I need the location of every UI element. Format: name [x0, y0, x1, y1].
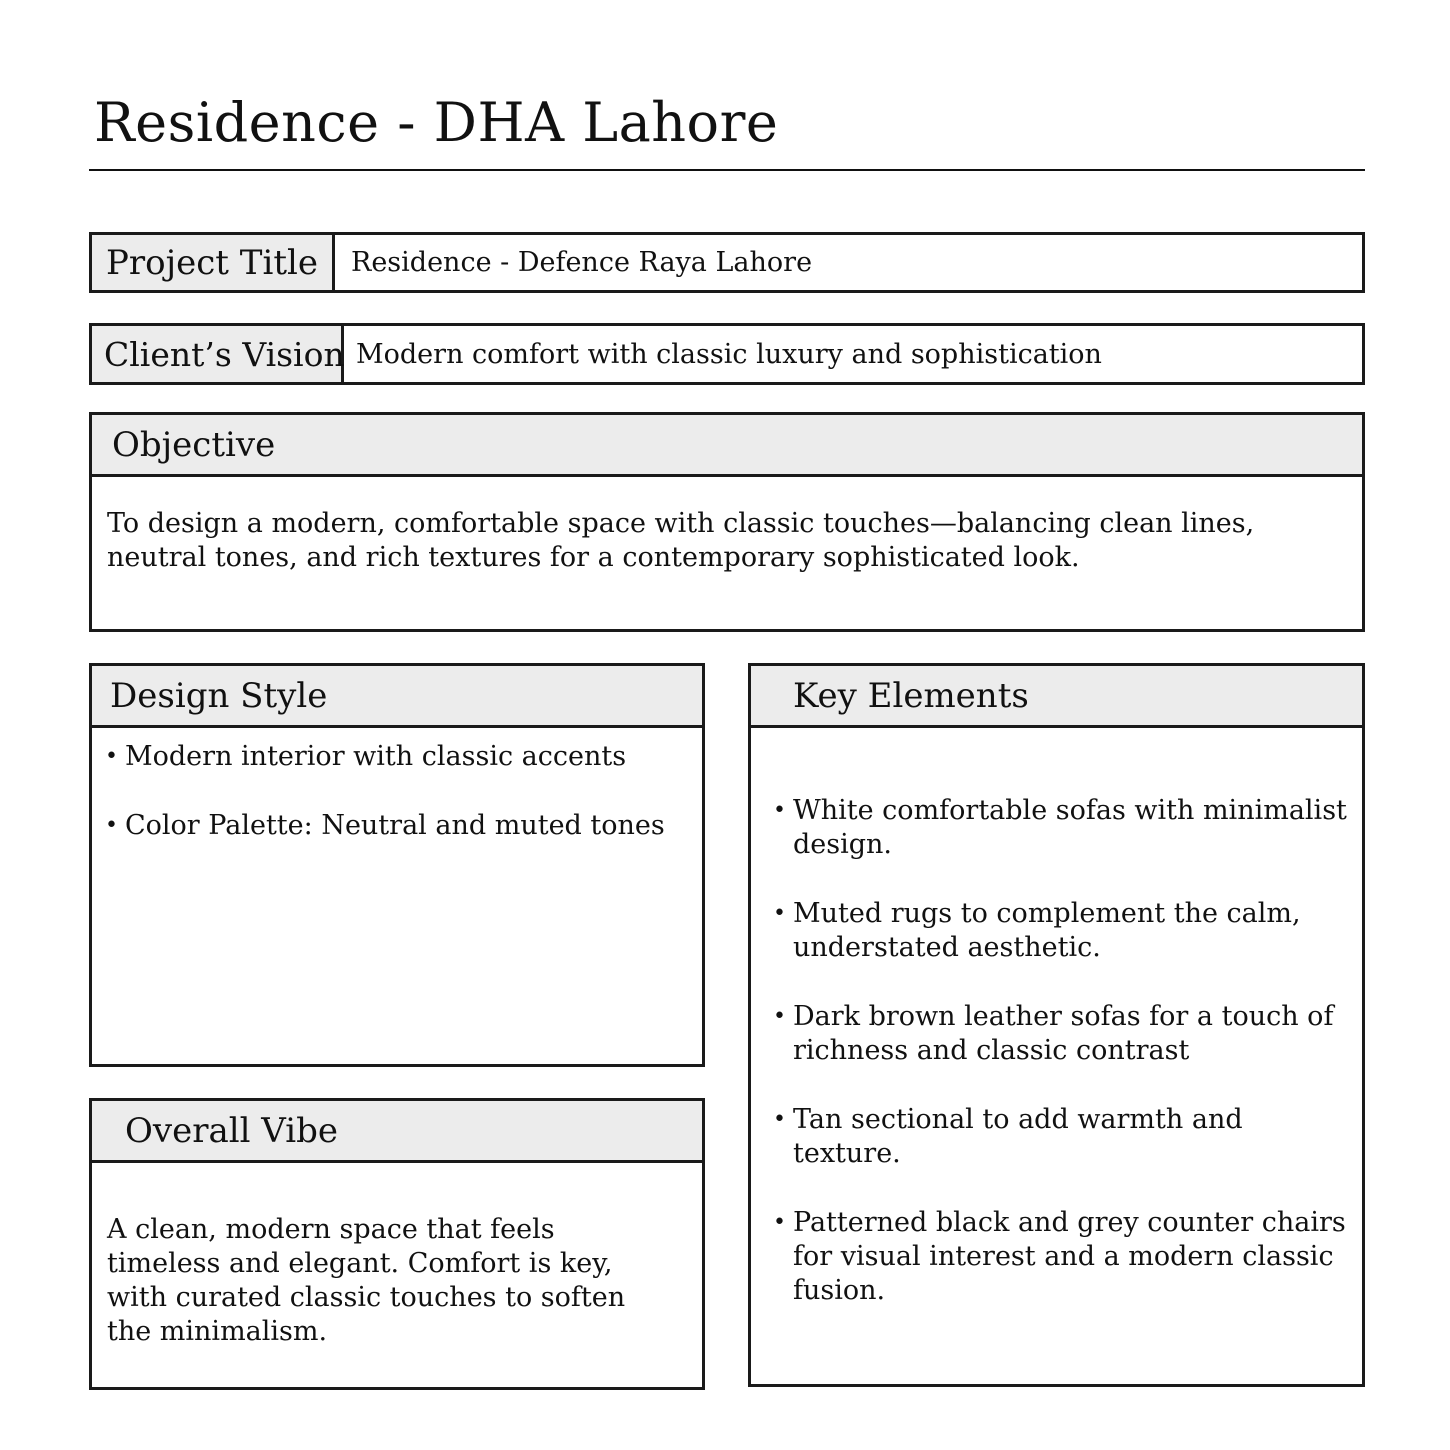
client-vision-label: Client’s Vision — [92, 326, 344, 382]
bullet-icon: • — [773, 1107, 786, 1132]
key-element-item: White comfortable sofas with minimalist design. — [793, 795, 1347, 860]
list-item — [773, 794, 1348, 862]
bullet-icon: • — [773, 798, 786, 823]
list-item — [773, 1206, 1348, 1308]
key-elements-body — [751, 728, 1362, 1308]
overall-vibe-panel — [89, 1098, 705, 1390]
bullet-icon: • — [105, 744, 118, 769]
key-elements-panel — [748, 663, 1365, 1387]
key-elements-list — [773, 794, 1348, 1308]
design-style-panel — [89, 663, 705, 1067]
list-item — [105, 740, 692, 774]
page-title: Residence - DHA Lahore — [94, 91, 779, 154]
list-item — [773, 897, 1348, 965]
title-divider — [89, 169, 1365, 171]
bullet-icon: • — [773, 901, 786, 926]
objective-text: To design a modern, comfortable space with classic touches—balancing clean lines, neutral tones, and rich textures for a contemporary sophisticated look. — [107, 508, 1255, 573]
list-item — [773, 1103, 1348, 1171]
client-vision-value: Modern comfort with classic luxury and sophistication — [356, 338, 1102, 370]
key-element-item: Dark brown leather sofas for a touch of richness and classic contrast — [793, 1001, 1334, 1066]
design-style-list — [105, 740, 692, 843]
bullet-icon: • — [773, 1004, 786, 1029]
design-style-heading: Design Style — [92, 666, 702, 728]
list-item — [105, 809, 692, 843]
key-element-item: Patterned black and grey counter chairs for visual interest and a modern classic fusion. — [793, 1207, 1346, 1306]
bullet-icon: • — [773, 1210, 786, 1235]
design-style-item: Color Palette: Neutral and muted tones — [125, 810, 665, 841]
design-style-body — [92, 728, 702, 843]
client-vision-row — [89, 323, 1365, 385]
project-title-label: Project Title — [92, 235, 335, 290]
bullet-icon: • — [105, 813, 118, 838]
project-title-row — [89, 232, 1365, 293]
key-element-item: Muted rugs to complement the calm, understated aesthetic. — [793, 898, 1301, 963]
project-title-value: Residence - Defence Raya Lahore — [351, 247, 813, 278]
list-item — [773, 1000, 1348, 1068]
objective-heading: Objective — [92, 415, 1362, 477]
design-style-item: Modern interior with classic accents — [125, 741, 627, 772]
objective-panel — [89, 412, 1365, 632]
key-element-item: Tan sectional to add warmth and texture. — [793, 1104, 1243, 1169]
overall-vibe-heading: Overall Vibe — [92, 1101, 702, 1163]
key-elements-heading: Key Elements — [751, 666, 1362, 728]
overall-vibe-text: A clean, modern space that feels timeless and elegant. Comfort is key, with curated classic touches to soften the minimalism. — [107, 1214, 626, 1347]
